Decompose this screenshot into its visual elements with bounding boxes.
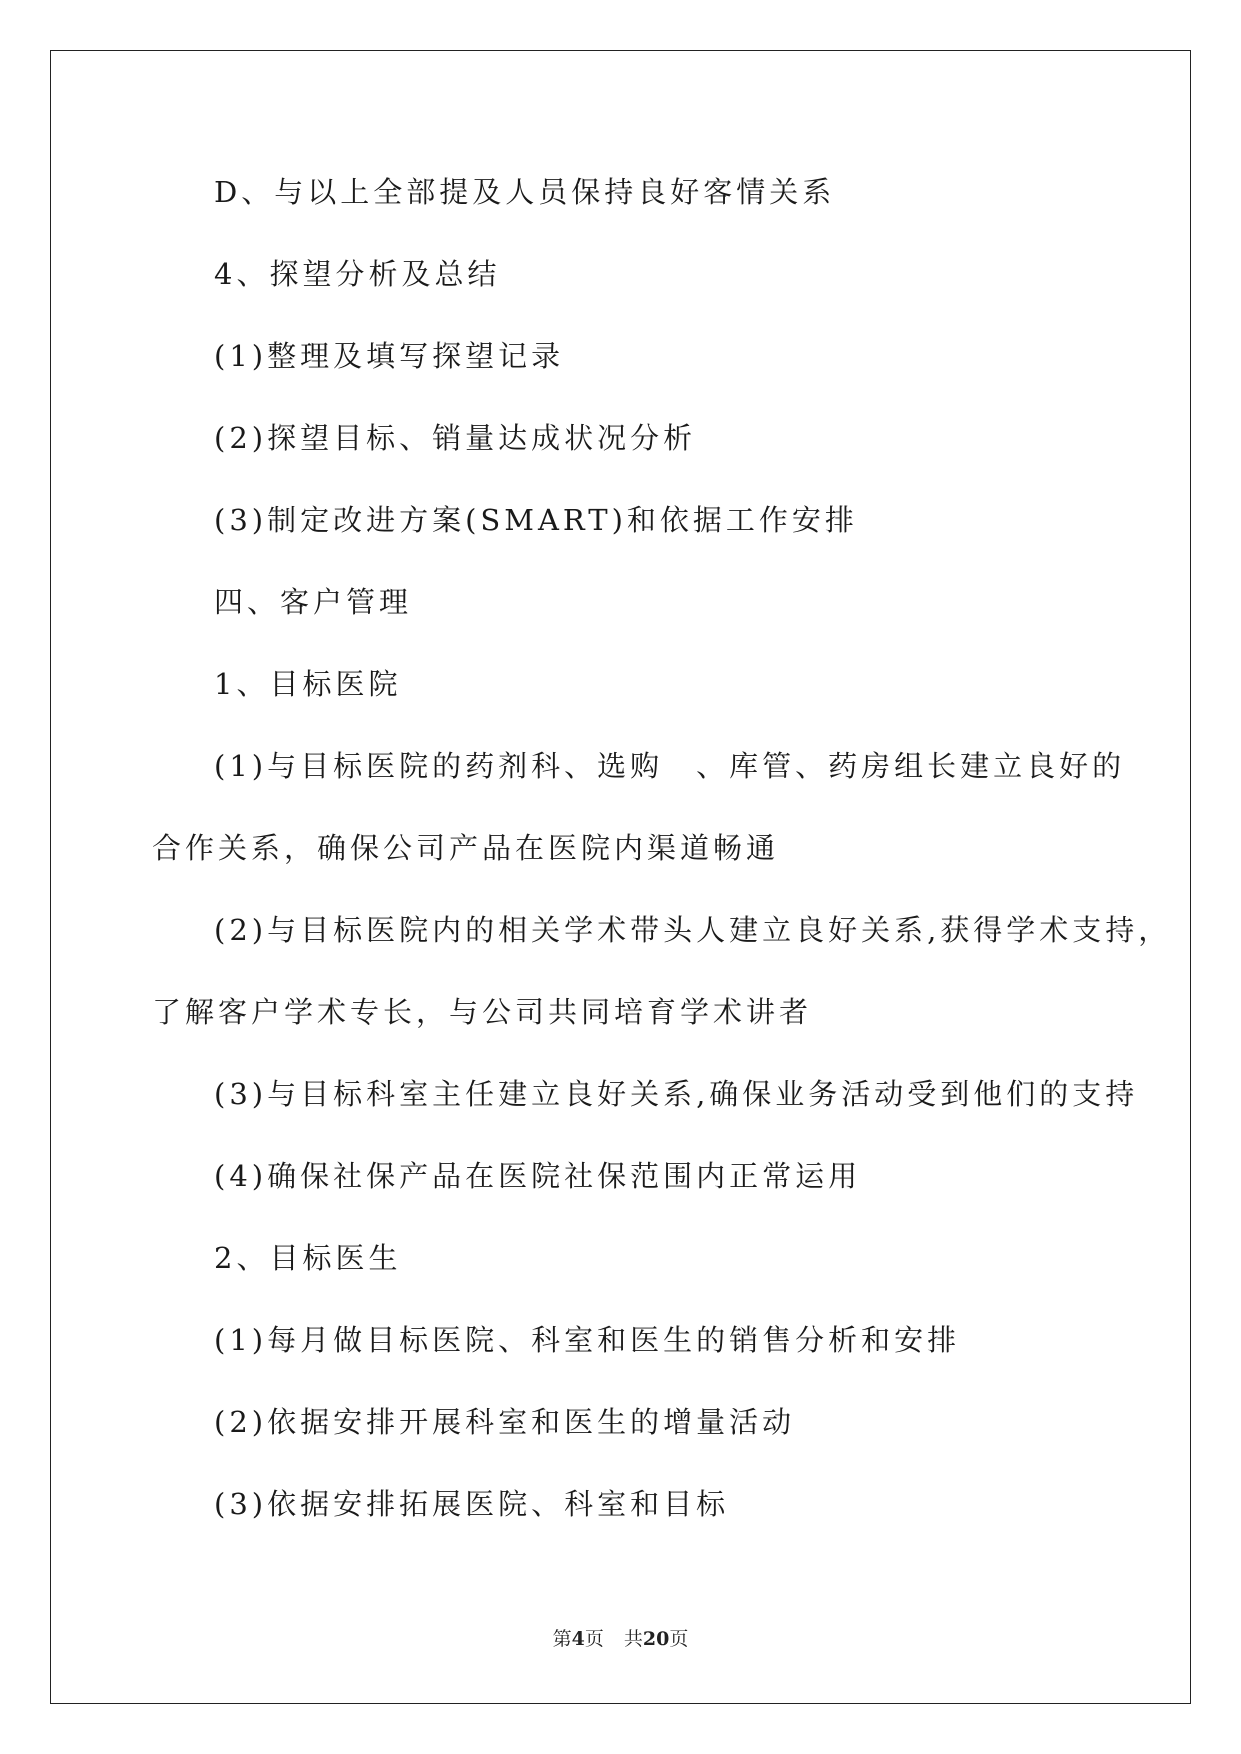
page-footer — [0, 1626, 1241, 1652]
total-suffix: 页 — [669, 1628, 689, 1650]
paragraph-line: (1)与目标医院的药剂科、选购 、库管、药房组长建立良好的 — [214, 749, 1126, 783]
section-heading: 1、目标医院 — [214, 667, 402, 701]
page-number: 4 — [571, 1628, 585, 1650]
paragraph-line: D、与以上全部提及人员保持良好客情关系 — [214, 175, 836, 209]
paragraph-line: 了解客户学术专长，与公司共同培育学术讲者 — [152, 995, 813, 1029]
page-suffix: 页 — [584, 1628, 604, 1650]
paragraph-line: (3)制定改进方案(SMART)和依据工作安排 — [214, 503, 858, 537]
total-prefix: 共 — [623, 1628, 643, 1650]
paragraph-line: (2)与目标医院内的相关学术带头人建立良好关系,获得学术支持， — [214, 913, 1172, 947]
paragraph-line: (1)每月做目标医院、科室和医生的销售分析和安排 — [214, 1323, 961, 1357]
section-heading: 四、客户管理 — [214, 585, 413, 619]
section-heading: 2、目标医生 — [214, 1241, 402, 1275]
paragraph-line: (2)依据安排开展科室和医生的增量活动 — [214, 1405, 796, 1439]
paragraph-line: (3)依据安排拓展医院、科室和目标 — [214, 1487, 730, 1521]
paragraph-line: (4)确保社保产品在医院社保范围内正常运用 — [214, 1159, 862, 1193]
page-border — [50, 50, 1191, 1704]
paragraph-line: (1)整理及填写探望记录 — [214, 339, 565, 373]
paragraph-line: (2)探望目标、销量达成状况分析 — [214, 421, 697, 455]
total-pages: 20 — [642, 1628, 670, 1650]
section-heading: 4、探望分析及总结 — [214, 257, 501, 291]
page-prefix: 第 — [552, 1628, 572, 1650]
paragraph-line: (3)与目标科室主任建立良好关系,确保业务活动受到他们的支持 — [214, 1077, 1139, 1111]
paragraph-line: 合作关系，确保公司产品在医院内渠道畅通 — [152, 831, 780, 865]
